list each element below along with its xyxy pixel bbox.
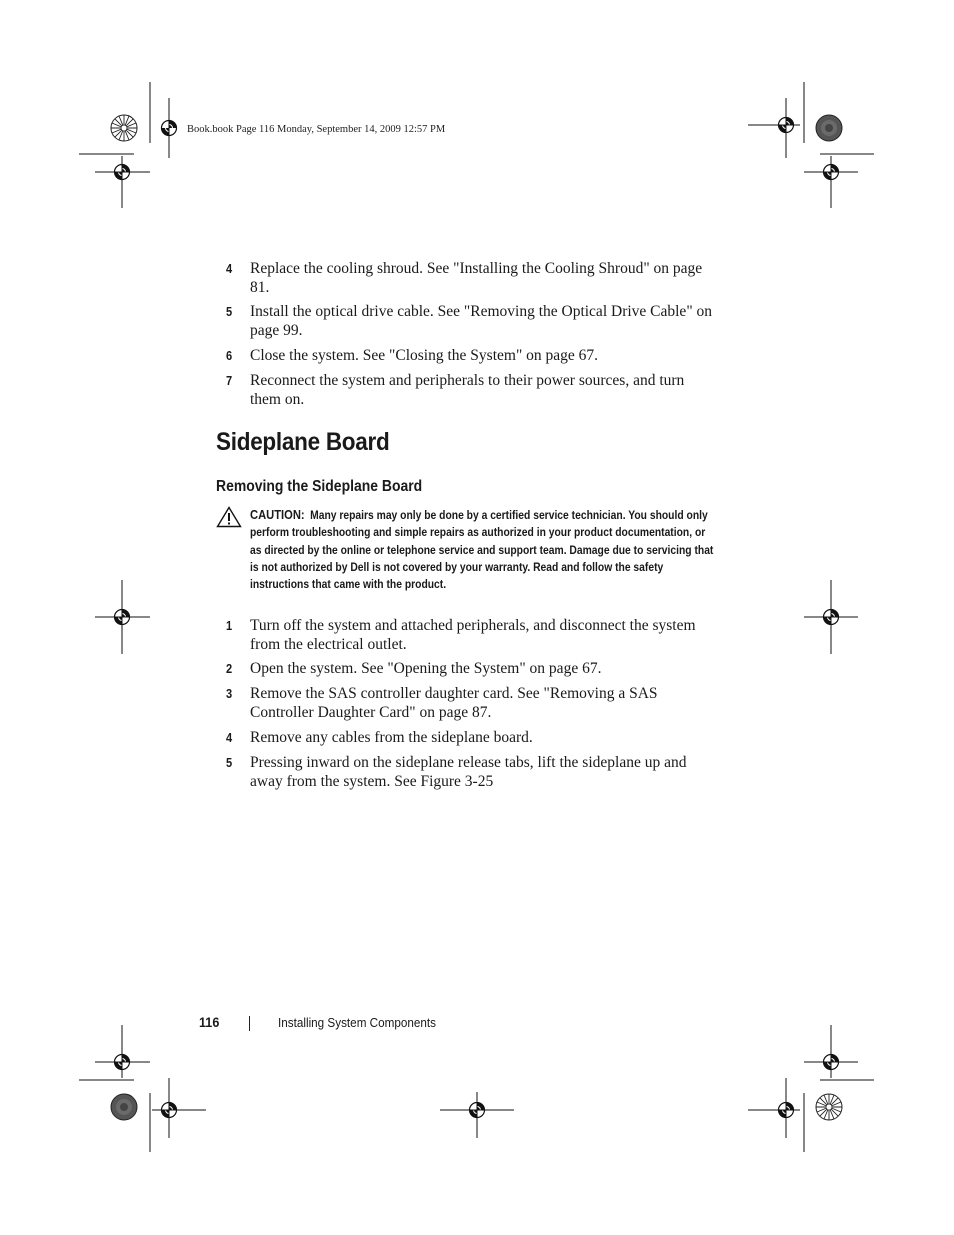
step-number: 6 [226,348,233,363]
step-text: Remove the SAS controller daughter card. See "Removing a SAS Controller Daughter Card" on page 87. [250,685,658,721]
step-number: 4 [226,261,233,276]
chapter-title: Installing System Components [278,1015,437,1030]
caution-note [216,506,716,593]
caution-text [250,506,714,593]
subsection-title: Removing the Sideplane Board [216,478,423,495]
procedure-step [216,728,716,747]
print-slug: Book.book Page 116 Monday, September 14, 2009 12:57 PM [187,124,446,135]
footer-divider [249,1016,250,1031]
step-text: Close the system. See "Closing the System" on page 67. [250,347,599,364]
step-number: 1 [226,618,233,633]
step-text: Pressing inward on the sideplane release tabs, lift the sideplane up and away from the system. See Figure 3-25 [250,754,687,790]
page-number: 116 [199,1014,220,1030]
procedure-step [216,684,716,722]
step-number: 2 [226,661,233,676]
step-text: Install the optical drive cable. See "Removing the Optical Drive Cable" on page 99. [250,303,713,339]
section-title: Sideplane Board [216,428,390,456]
step-number: 5 [226,755,233,770]
step-number: 4 [226,730,233,745]
procedure-step [216,659,716,678]
step-number: 5 [226,304,233,319]
step-text: Turn off the system and attached peripherals, and disconnect the system from the electrical outlet. [250,617,696,653]
step-number: 3 [226,686,233,701]
procedure-step [216,346,716,365]
step-number: 7 [226,373,233,388]
step-text: Remove any cables from the sideplane board. [250,729,533,746]
step-text: Replace the cooling shroud. See "Installing the Cooling Shroud" on page 81. [250,260,703,296]
procedure-step [216,616,716,654]
caution-triangle-icon [216,506,242,528]
procedure-step [216,259,716,297]
procedure-step [216,302,716,340]
caution-label: CAUTION: [250,507,305,522]
step-text: Reconnect the system and peripherals to their power sources, and turn them on. [250,372,685,408]
procedure-step [216,753,716,791]
caution-body: Many repairs may only be done by a certified service technician. You should only perform troubleshooting and simple repairs as authorized in your product documentation, or as directed by the online or telephone service and support team. Damage due to servicing that is not authorized by Dell is not covered by your warranty. Read and follow the safety instructions that came with the product. [250,508,714,592]
step-text: Open the system. See "Opening the System" on page 67. [250,660,602,677]
procedure-step [216,371,716,409]
